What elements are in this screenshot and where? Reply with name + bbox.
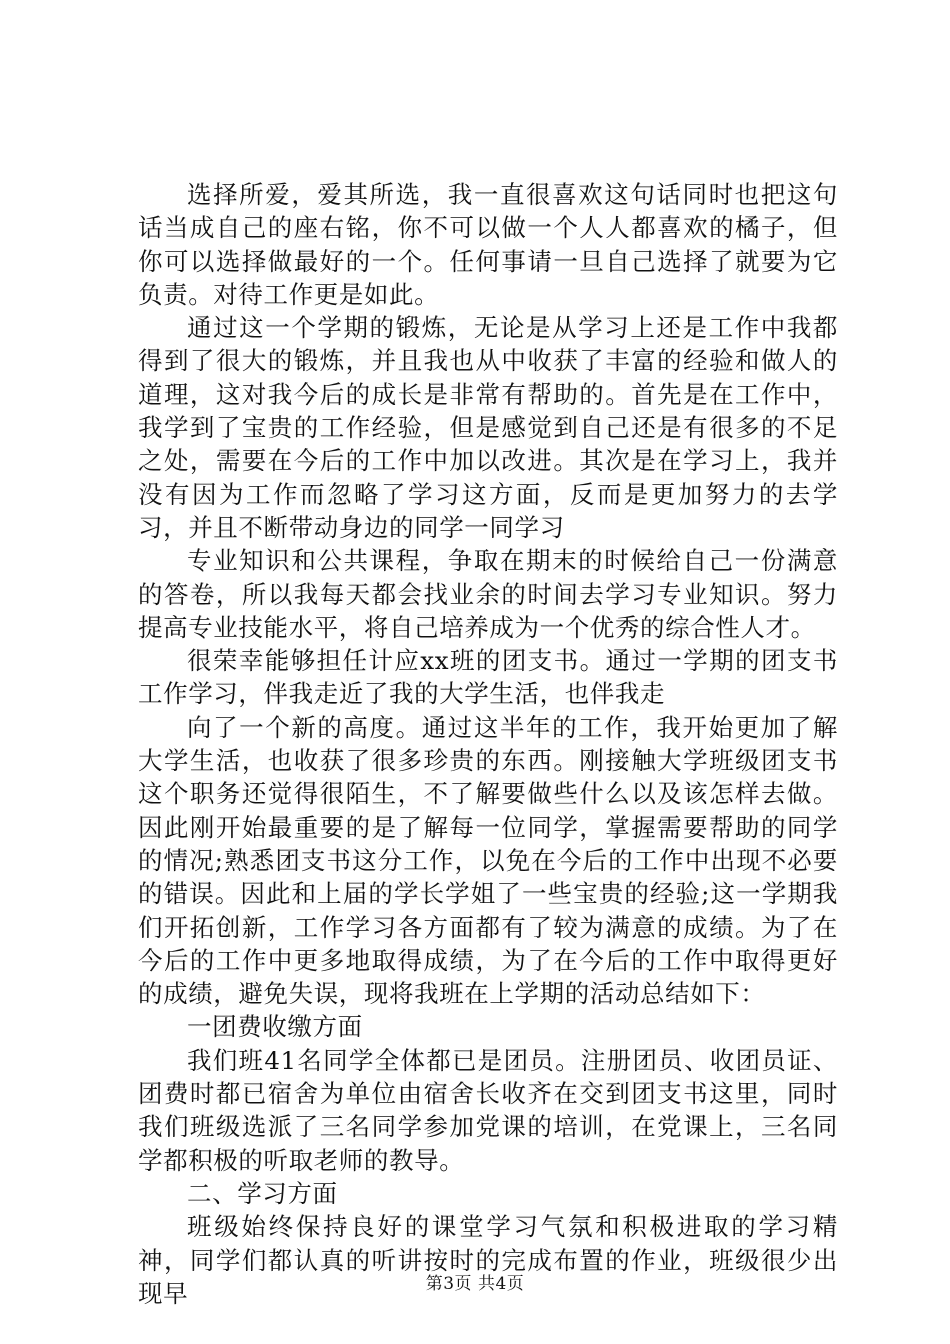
paragraph-2: 通过这一个学期的锻炼，无论是从学习上还是工作中我都得到了很大的锻炼，并且我也从中收获了丰富的经验和做人的道理，这对我今后的成长是非常有帮助的。首先是在工作中，我学到了宝贵的工作经验，但是感觉到自己还是有很多的不足之处，需要在今后的工作中加以改进。其次是在学习上，我并没有因为工作而忽略了学习这方面，反而是更加努力的去学习，并且不断带动身边的同学一同学习 [138,313,838,542]
paragraph-1: 选择所爱，爱其所选，我一直很喜欢这句话同时也把这句话当成自己的座右铭，你不可以做一个人人都喜欢的橘子，但你可以选择做最好的一个。任何事请一旦自己选择了就要为它负责。对待工作更是如此。 [138,180,838,309]
paragraph-5: 向了一个新的高度。通过这半年的工作，我开始更加了解大学生活，也收获了很多珍贵的东西。刚接触大学班级团支书这个职务还觉得很陌生，不了解要做些什么以及该怎样去做。因此刚开始最重要的是了解每一位同学，掌握需要帮助的同学的情况;熟悉团支书这分工作，以免在今后的工作中出现不必要的错误。因此和上届的学长学姐了一些宝贵的经验;这一学期我们开拓创新，工作学习各方面都有了较为满意的成绩。为了在今后的工作中更多地取得成绩，为了在今后的工作中取得更好的成绩，避免失误，现将我班在上学期的活动总结如下： [138,712,838,1009]
paragraph-7: 班级始终保持良好的课堂学习气氛和积极进取的学习精神，同学们都认真的听讲按时的完成布置的作业，班级很少出现早 [138,1212,838,1308]
document-body [138,178,838,1310]
paragraph-4: 很荣幸能够担任计应xx班的团支书。通过一学期的团支书工作学习，伴我走近了我的大学生活，也伴我走 [138,646,838,709]
paragraph-6: 我们班41名同学全体都已是团员。注册团员、收团员证、团费时都已宿舍为单位由宿舍长收齐在交到团支书这里，同时我们班级选派了三名同学参加党课的培训，在党课上，三名同学都积极的听取老师的教导。 [138,1045,838,1175]
page-number-footer: 第3页 共4页 [425,1274,525,1294]
section-heading-league-fees: 一团费收缴方面 [187,1012,363,1042]
paragraph-3: 专业知识和公共课程，争取在期末的时候给自己一份满意的答卷，所以我每天都会找业余的时间去学习专业知识。努力提高专业技能水平，将自己培养成为一个优秀的综合性人才。 [138,546,838,642]
section-heading-study: 二、学习方面 [187,1178,338,1208]
